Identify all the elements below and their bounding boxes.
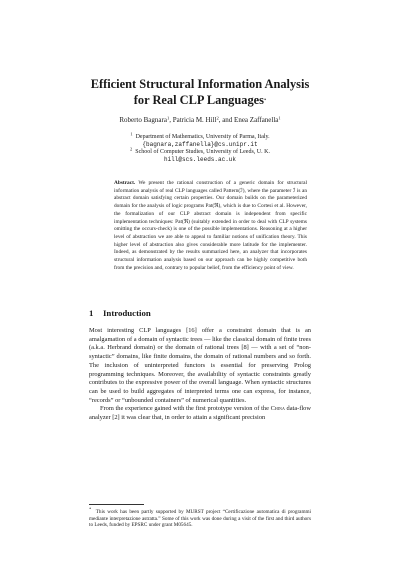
paper-title (0, 77, 400, 108)
abstract-label: Abstract. (114, 180, 136, 186)
analyzer-name: China (270, 405, 285, 413)
title-footnote-mark: * (263, 97, 267, 102)
intro-paragraph-2-start: From the experience gained with the first prototype version of the (100, 405, 271, 413)
footnote-text: This work has been partly supported by MURST project “Certificazione automatica di programmi mediante interpretazione astratta.” Some of this work was done during a visit of the first and third authors to Leeds, funded by EPSRC under grant M05645. (89, 509, 311, 529)
abstract (114, 180, 307, 272)
affiliation-text: Department of Mathematics, University of Parma, Italy. (135, 134, 270, 140)
footnote (89, 506, 311, 529)
section-title: Introduction (103, 308, 151, 318)
section-heading (89, 308, 151, 319)
affiliation-mark: 2 (130, 146, 133, 152)
author-separator: , (169, 116, 173, 124)
footnote-mark: * (89, 506, 92, 512)
author-name: Roberto Bagnara (119, 116, 167, 124)
author-name: Enea Zaffanella (234, 116, 279, 124)
author-affil-mark: 2 (216, 115, 219, 121)
title-line-2 (0, 93, 400, 109)
affiliation-email: hill@scs.leeds.ac.uk (163, 156, 236, 164)
affiliation-text: School of Computer Studies, University of Leeds, U. K. (135, 148, 270, 155)
intro-body (89, 327, 311, 423)
author-affil-mark: 1 (166, 115, 170, 121)
abstract-text: We present the rational construction of a generic domain for structural information analysis of real CLP languages called Pattern(ℐ), where the parameter ℐ is an abstract domain satisfying certain properties. Our domain builds on the parameterized domain for the analysis of logic programs Pat(ℜ), which is due to Cortesi et al. However, the formalization of our CLP abstract domain is independent from specific implementation techniques: Pat(ℜ) (suitably extended in order to deal with CLP systems omitting the occurs-check) is one of the possible implementations. Reasoning at a higher level of abstraction we are able to appeal to familiar notions of unification theory. This higher level of abstraction also gives considerable more latitude for the implementer. Indeed, as demonstrated by the results summarized here, an analyzer that incorporates structural information analysis based on our approach can be highly competitive both from the precision and, contrary to popular belief, from the efficiency point of view. (114, 180, 307, 271)
affiliation-mark: 1 (130, 131, 133, 137)
intro-paragraph-1: Most interesting CLP languages [16] offer a constraint domain that is an amalgamation of a domain of syntactic trees — like the classical domain of finite trees (a.k.a. Herbrand domain) or the domain of rational trees [8] — with a set of “non-syntactic” domains, like finite domains, the domain of rational numbers and so forth. The inclusion of uninterpreted functors is essential for preserving Prolog programming techniques. Moreover, the availability of syntactic constraints greatly contributes to the expressive power of the overall language. When syntactic structures can be used to build aggregates of interpreted terms one can express, for instance, “records” or “unbounded containers” of numerical quantities. (89, 327, 311, 404)
intro-paragraph-2 (89, 405, 311, 422)
author-separator: , and (218, 116, 235, 124)
affiliation-list (0, 131, 400, 164)
section-number: 1 (89, 308, 94, 318)
affiliation (0, 146, 400, 164)
title-line-1: Efficient Structural Information Analysis (90, 77, 310, 91)
author-affil-mark: 1 (278, 115, 281, 121)
footnote-rule (89, 504, 144, 505)
intro-paragraph-2-end: data-flow analyzer [2] it was clear that, in order to attain a significant precision (89, 405, 311, 422)
author-list (0, 116, 400, 125)
author-name: Patricia M. Hill (172, 116, 217, 124)
title-line-2-text: for Real CLP Languages (133, 92, 264, 107)
affiliation-email: {bagnara,zaffanella}@cs.unipr.it (142, 141, 258, 149)
